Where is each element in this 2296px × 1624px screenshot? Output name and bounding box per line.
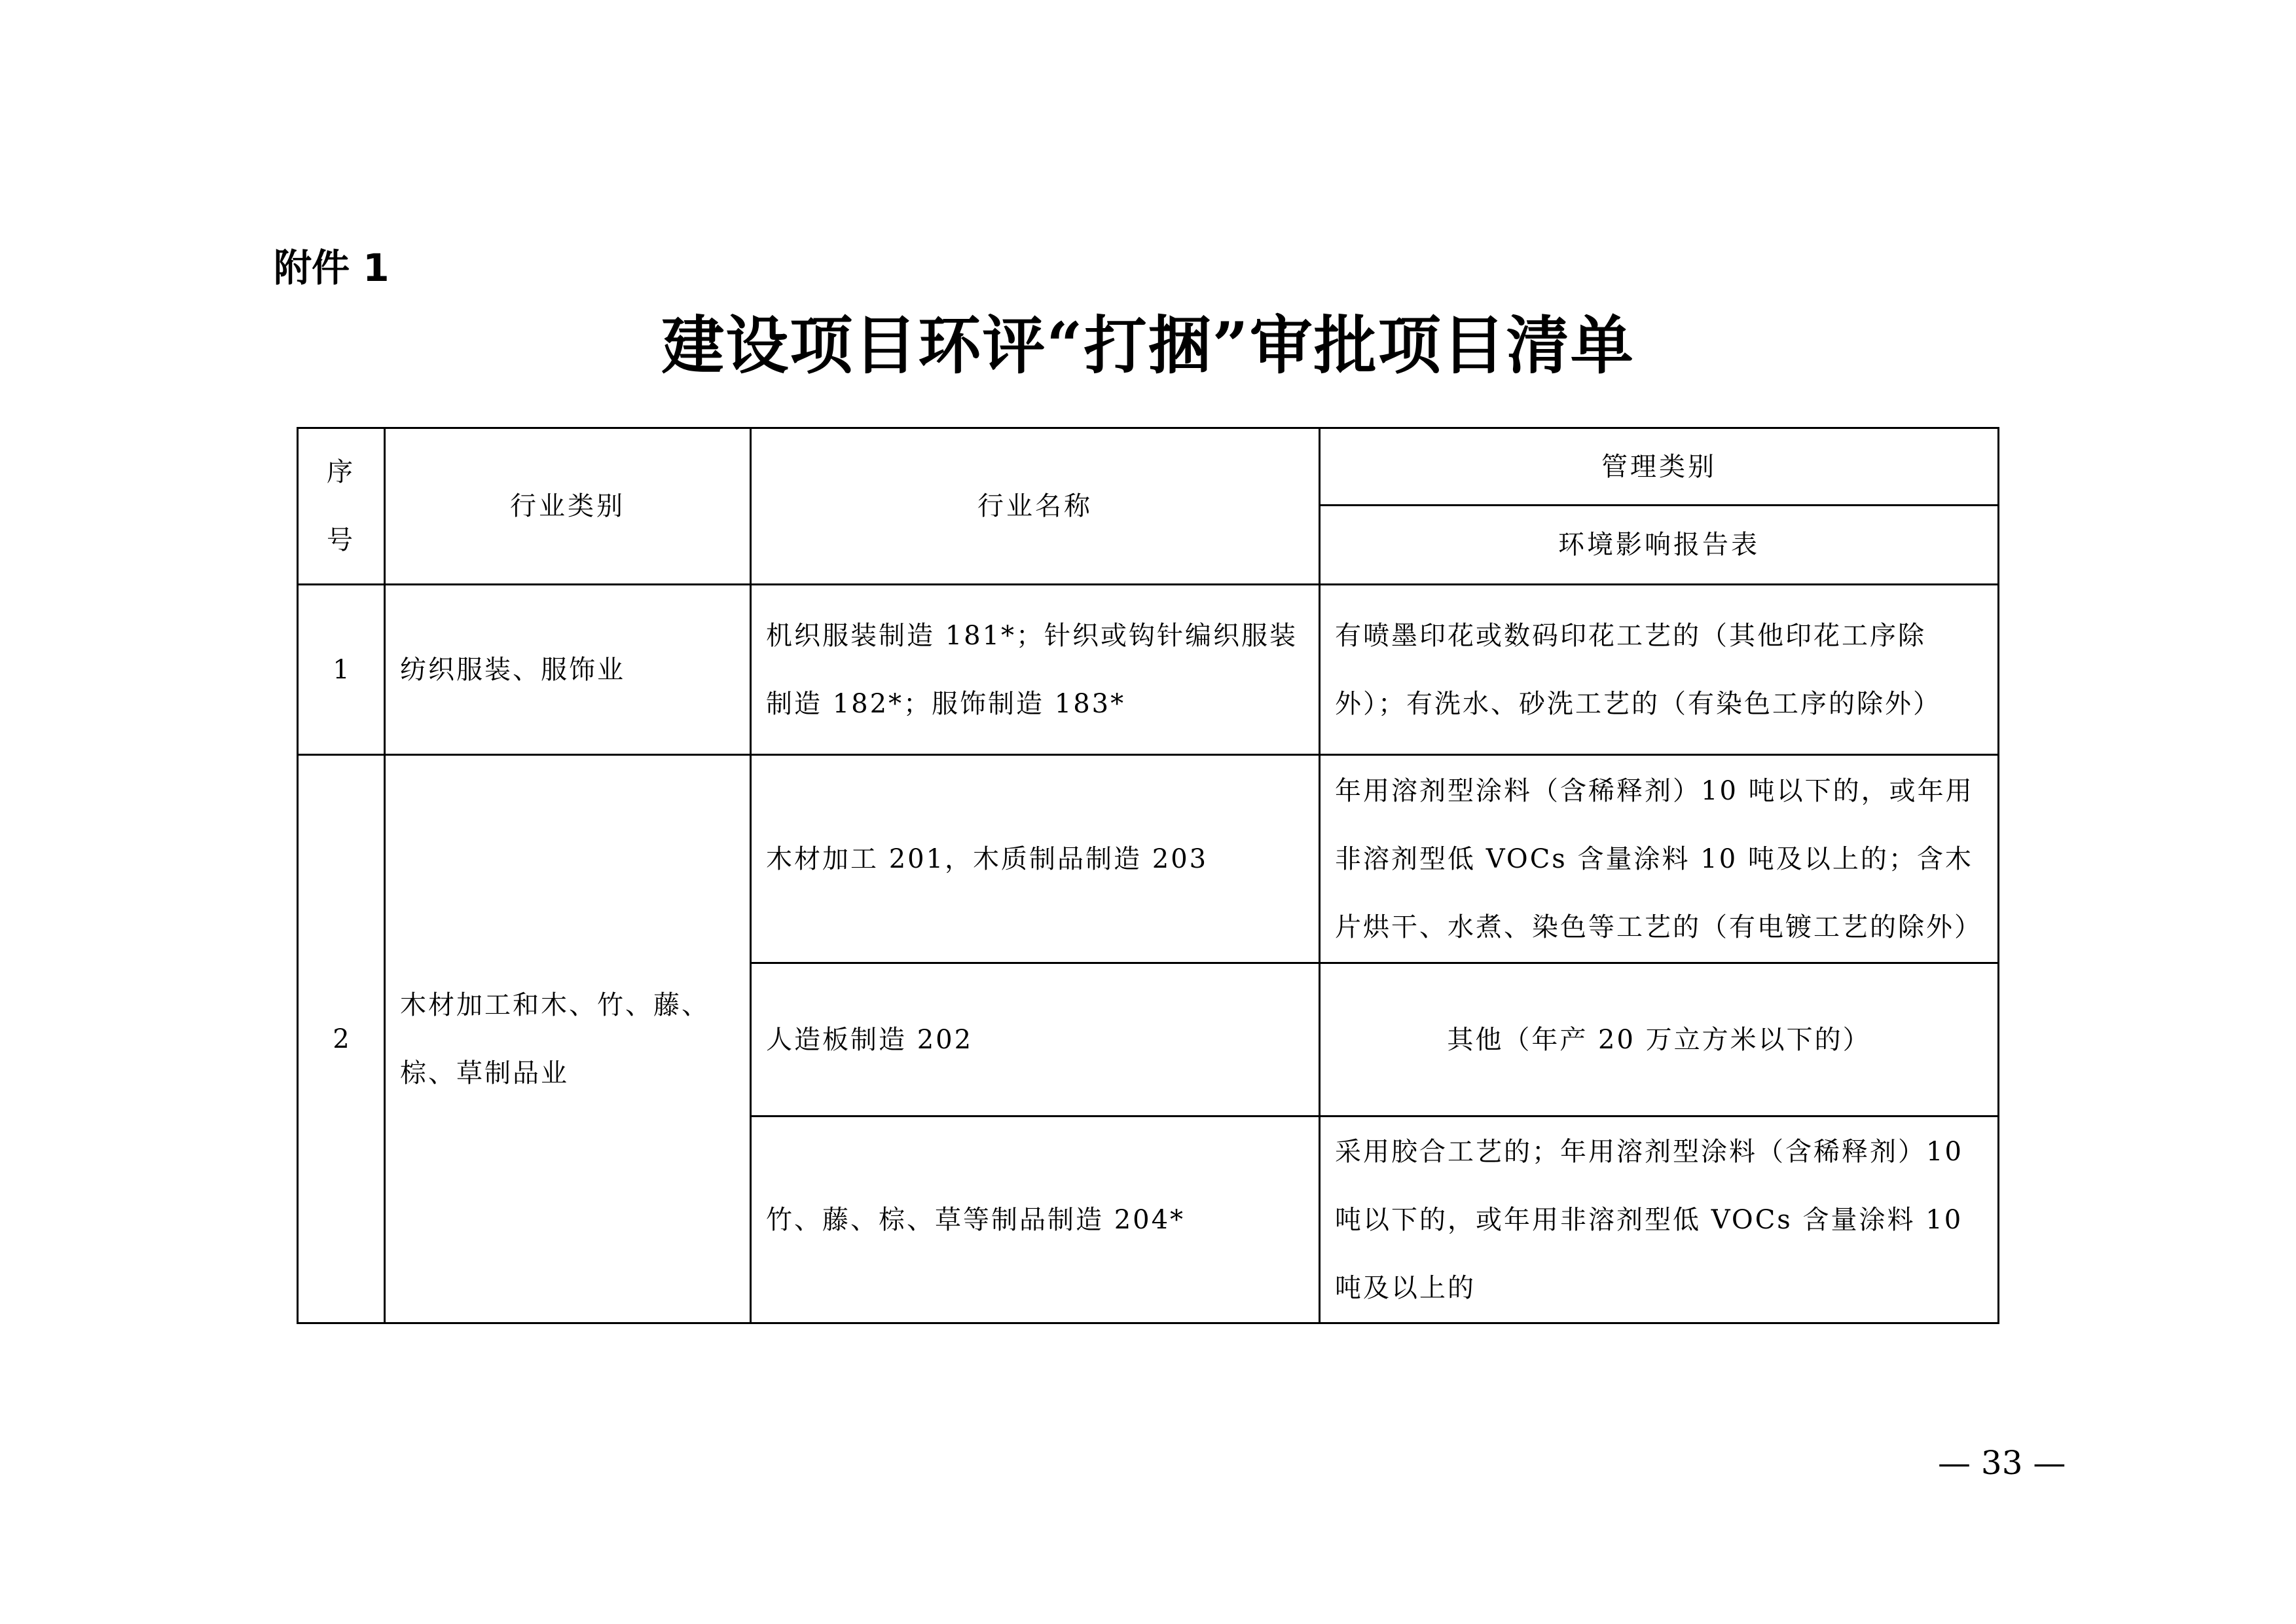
row-industry-name: 机织服装制造 181*；针织或钩针编织服装制造 182*；服饰制造 183* [751, 585, 1320, 755]
row-report-form: 有喷墨印花或数码印花工艺的（其他印花工序除外）；有洗水、砂洗工艺的（有染色工序的除外） [1320, 585, 1999, 755]
row-seq: 1 [298, 585, 385, 755]
row-seq: 2 [298, 755, 385, 1323]
row-industry-name: 竹、藤、棕、草等制品制造 204* [751, 1116, 1320, 1323]
page-number: — 33 — [1938, 1444, 2066, 1482]
table-row [298, 585, 1999, 755]
project-list-table [297, 427, 1999, 1324]
row-report-form: 采用胶合工艺的；年用溶剂型涂料（含稀释剂）10 吨以下的，或年用非溶剂型低 VOCs 含量涂料 10 吨及以上的 [1320, 1116, 1999, 1323]
header-report-form: 环境影响报告表 [1320, 506, 1999, 585]
header-industry-name: 行业名称 [751, 428, 1320, 585]
row-report-form: 年用溶剂型涂料（含稀释剂）10 吨以下的，或年用非溶剂型低 VOCs 含量涂料 10 吨及以上的；含木片烘干、水煮、染色等工艺的（有电镀工艺的除外） [1320, 755, 1999, 963]
header-management: 管理类别 [1320, 428, 1999, 506]
row-category: 纺织服装、服饰业 [385, 585, 751, 755]
row-category: 木材加工和木、竹、藤、棕、草制品业 [385, 755, 751, 1323]
row-industry-name: 木材加工 201，木质制品制造 203 [751, 755, 1320, 963]
document-title: 建设项目环评“打捆”审批项目清单 [661, 308, 1635, 382]
header-row [298, 428, 1999, 506]
row-report-form: 其他（年产 20 万立方米以下的） [1320, 963, 1999, 1116]
table-row [298, 755, 1999, 963]
header-category: 行业类别 [385, 428, 751, 585]
header-seq: 序号 [298, 428, 385, 585]
row-industry-name: 人造板制造 202 [751, 963, 1320, 1116]
attachment-label: 附件 1 [274, 246, 390, 290]
